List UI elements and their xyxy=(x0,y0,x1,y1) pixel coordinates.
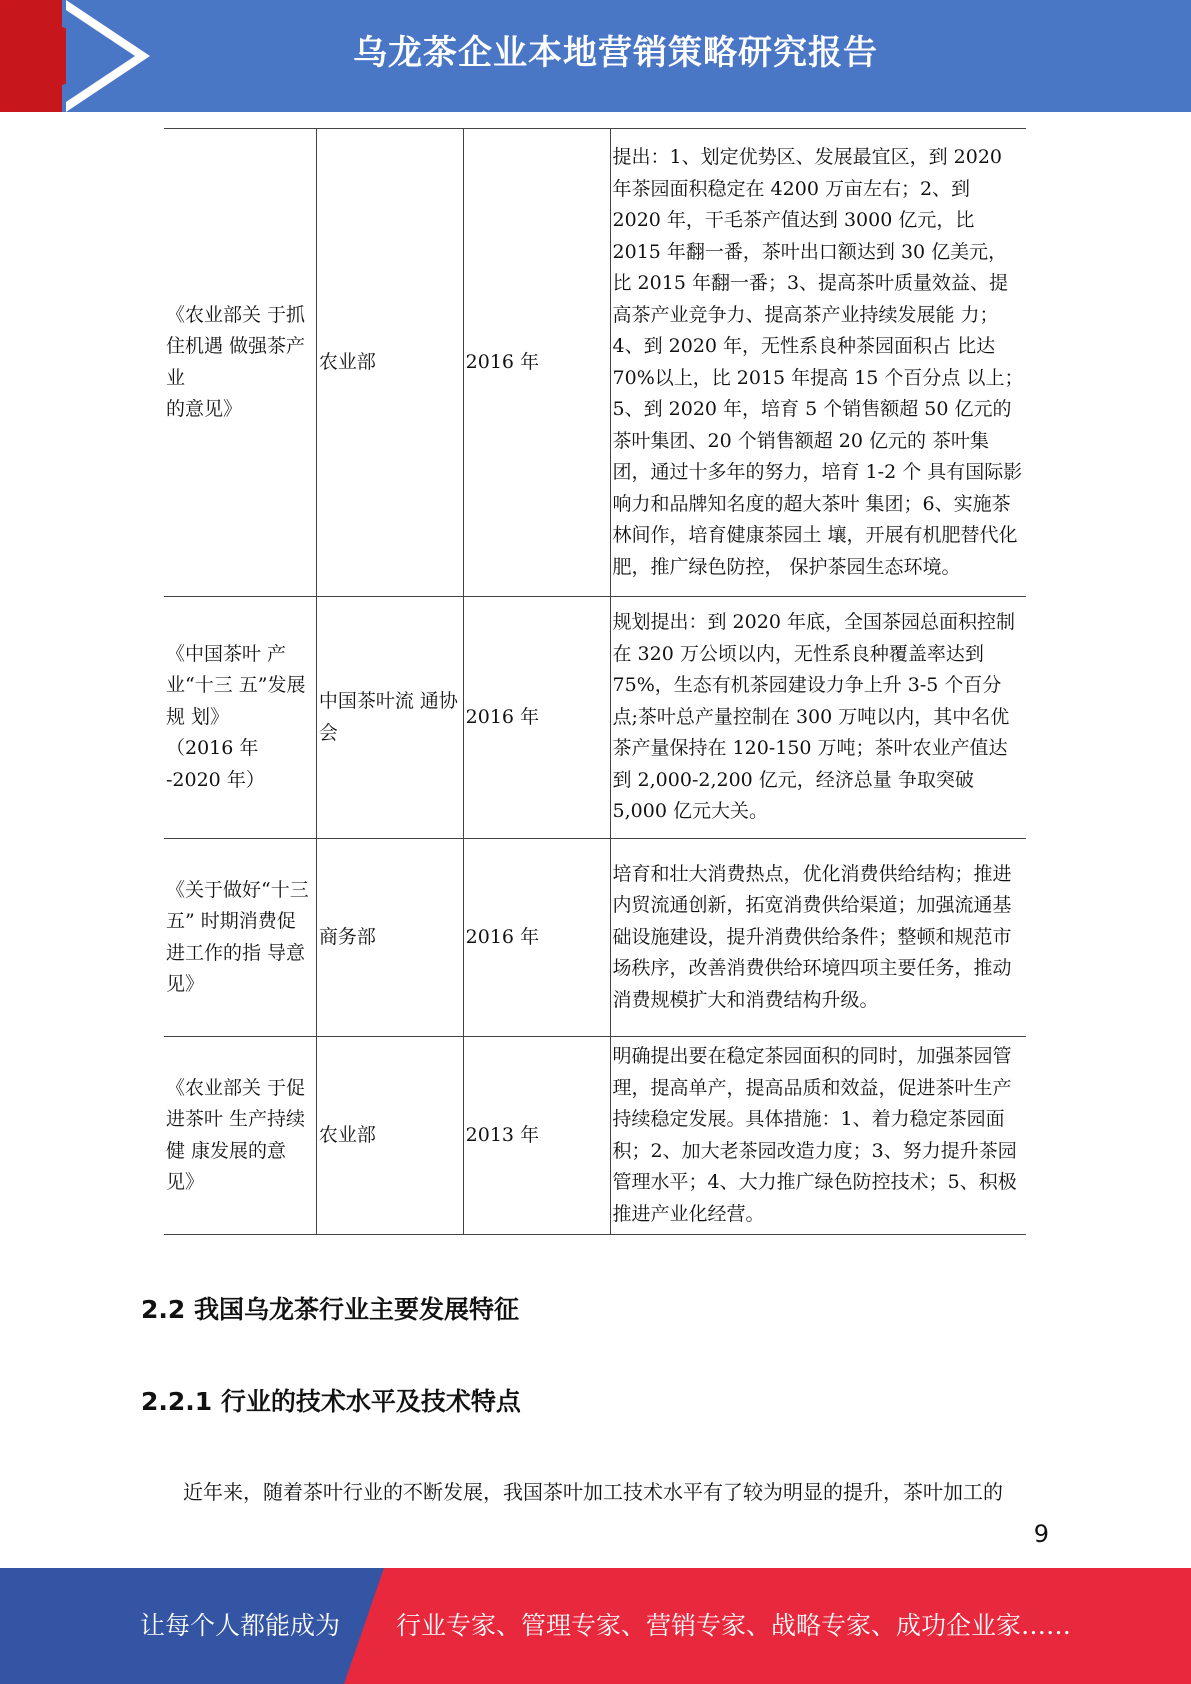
year-cell: 2016 年 xyxy=(463,839,610,1037)
table-row xyxy=(164,129,1026,597)
footer-slogan-left: 让每个人都能成为 xyxy=(140,1611,341,1640)
issuer-cell: 农业部 xyxy=(316,1037,463,1235)
section-heading: 2.2 我国乌龙茶行业主要发展特征 xyxy=(141,1295,519,1324)
page-number: 9 xyxy=(1033,1520,1049,1548)
page-footer xyxy=(0,1568,1191,1684)
content-cell: 明确提出要在稳定茶园面积的同时，加强茶园管理，提高单产，提高品质和效益，促进茶叶生产持续稳定发展。具体措施：1、着力稳定茶园面积；2、加大老茶园改造力度；3、努力提升茶园管理水平；4、大力推广绿色防控技术；5、积极推进产业化经营。 xyxy=(612,1045,1017,1225)
content-cell: 提出：1、划定优势区、发展最宜区，到 2020 年茶园面积稳定在 4200 万亩左右；2、到 2020 年，干毛茶产值达到 3000 亿元，比 2015 年翻一番，茶叶出口额达到 30 亿美元，比 2015 年翻一番；3、提高茶叶质量效益、提 高茶产业竞争力、提高茶产业持续发展能 力；4、到 2020 年，无性系良种茶园面积占 比达 70%以上，比 2015 年提高 15 个百分点 以上；5、到 2020 年，培育 5 个销售额超 50 亿元的茶叶集团、20 个销售额超 20 亿元的 茶叶集团，通过十多年的努力，培育 1-2 个 具有国际影响力和品牌知名度的超大茶叶 集团；6、实施茶林间作，培育健康茶园土 壤，开展有机肥替代化肥，推广绿色防控， 保护茶园生态环境。 xyxy=(612,146,1024,578)
table-row xyxy=(164,1037,1026,1235)
policy-table xyxy=(164,128,1026,1235)
issuer-cell: 中国茶叶流 通协会 xyxy=(316,597,463,839)
issuer-cell: 农业部 xyxy=(316,129,463,597)
policy-name-cell: 《农业部关 于抓住机遇 做强茶产业 的意见》 xyxy=(164,129,316,597)
year-cell: 2016 年 xyxy=(463,129,610,597)
body-paragraph: 近年来，随着茶叶行业的不断发展，我国茶叶加工技术水平有了较为明显的提升，茶叶加工的 xyxy=(183,1480,1003,1504)
policy-name-cell: 《农业部关 于促进茶叶 生产持续健 康发展的意 见》 xyxy=(164,1037,316,1235)
year-cell: 2013 年 xyxy=(463,1037,610,1235)
year-cell: 2016 年 xyxy=(463,597,610,839)
issuer-cell: 商务部 xyxy=(316,839,463,1037)
subsection-heading: 2.2.1 行业的技术水平及技术特点 xyxy=(141,1387,521,1416)
content-cell: 规划提出：到 2020 年底，全国茶园总面积控制在 320 万公顷以内，无性系良种覆盖率达到 75%，生态有机茶园建设力争上升 3-5 个百分点;茶叶总产量控制在 300 万吨以内，其中名优茶产量保持在 120-150 万吨；茶叶农业产值达到 2,000-2,200 亿元，经济总量 争取突破 5,000 亿元大关。 xyxy=(612,611,1015,823)
table-row xyxy=(164,597,1026,839)
table-row xyxy=(164,839,1026,1037)
document-title: 乌龙茶企业本地营销策略研究报告 xyxy=(353,33,878,73)
page-header xyxy=(0,0,1191,112)
footer-slogan-right: 行业专家、管理专家、营销专家、战略专家、成功企业家…… xyxy=(396,1611,1072,1640)
content-cell: 培育和壮大消费热点，优化消费供给结构；推进内贸流通创新，拓宽消费供给渠道；加强流通基础设施建设，提升消费供给条件；整顿和规范市场秩序，改善消费供给环境四项主要任务，推动消费规模扩大和消费结构升级。 xyxy=(612,862,1012,1011)
policy-name-cell: 《关于做好“十三五” 时期消费促 进工作的指 导意见》 xyxy=(164,839,316,1037)
policy-name-cell: 《中国茶叶 产业“十三 五”发展规 划》 （2016 年 -2020 年） xyxy=(164,597,316,839)
